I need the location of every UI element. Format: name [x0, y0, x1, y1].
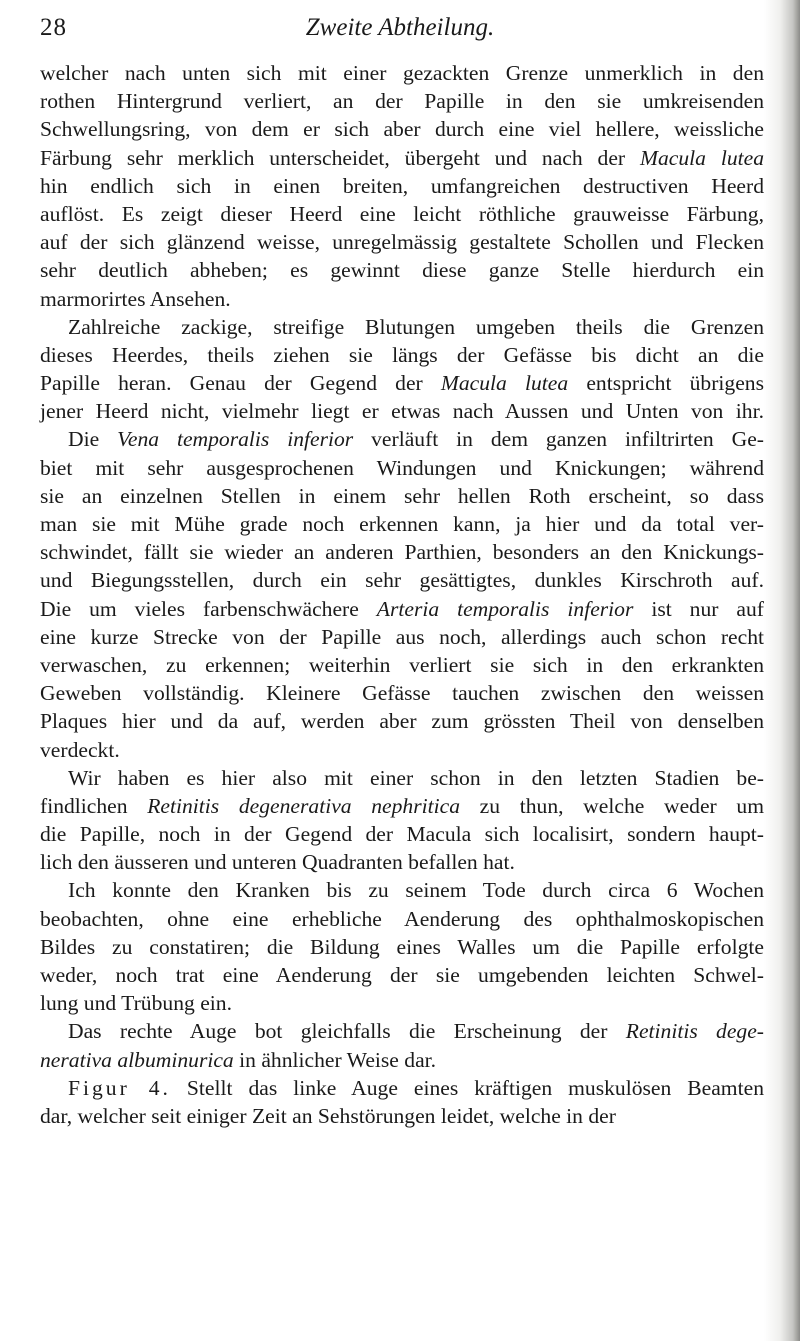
text-line	[40, 764, 764, 792]
text-line	[40, 313, 764, 341]
text-line	[40, 285, 764, 313]
text-run: verdeckt.	[40, 737, 120, 762]
text-line	[40, 115, 764, 143]
text-line	[40, 256, 764, 284]
text-run: in ähnlicher Weise dar.	[233, 1047, 437, 1072]
text-line	[40, 679, 764, 707]
text-run: rothen Hintergrund verliert, an der Papille in den sie umkreisenden	[40, 89, 764, 114]
text-run: biet mit sehr ausgesprochenen Windungen und Knickungen; während	[40, 455, 764, 480]
text-line	[40, 905, 764, 933]
text-line	[40, 848, 764, 876]
text-line	[40, 792, 764, 820]
text-run: dieses Heerdes, theils ziehen sie längs der Gefässe bis dicht an die	[40, 342, 764, 367]
running-head: Zweite Abtheilung.	[305, 14, 495, 41]
text-run: und Biegungsstellen, durch ein sehr gesättigtes, dunkles Kirschroth auf.	[40, 568, 764, 593]
text-run: eine kurze Strecke von der Papille aus noch, allerdings auch schon recht	[40, 624, 764, 649]
text-run: Bildes zu constatiren; die Bildung eines Walles um die Papille erfolgte	[40, 934, 764, 959]
text-line	[40, 1046, 764, 1074]
text-line	[40, 623, 764, 651]
figure-label: Figur 4.	[68, 1075, 171, 1100]
text-run: zu thun, welche weder um	[460, 793, 764, 818]
text-run: hin endlich sich in einen breiten, umfangreichen destructiven Heerd	[40, 173, 764, 198]
italic-term: Vena temporalis inferior	[117, 427, 354, 452]
text-line	[40, 595, 764, 623]
text-run: Zahlreiche zackige, streifige Blutungen umgeben theils die Grenzen	[68, 314, 764, 339]
italic-term: Retinitis dege-	[625, 1019, 764, 1044]
italic-term: nerativa albuminurica	[40, 1047, 234, 1072]
text-line	[40, 369, 764, 397]
text-line	[40, 510, 764, 538]
text-line	[40, 228, 764, 256]
text-run: Schwellungsring, von dem er sich aber durch eine viel hellere, weissliche	[40, 117, 764, 142]
text-run: welcher nach unten sich mit einer gezackten Grenze unmerklich in den	[40, 61, 764, 85]
text-line	[40, 1017, 764, 1045]
text-line	[40, 341, 764, 369]
text-line	[40, 454, 764, 482]
italic-term: Macula lutea	[440, 371, 569, 396]
text-run: die Papille, noch in der Gegend der Macula sich localisirt, sondern haupt-	[40, 822, 764, 847]
italic-term: Arteria temporalis inferior	[376, 596, 634, 621]
text-line	[40, 200, 764, 228]
text-line	[40, 961, 764, 989]
text-run: Wir haben es hier also mit einer schon in den letzten Stadien be-	[68, 765, 764, 790]
text-line	[40, 397, 764, 425]
text-run: auf der sich glänzend weisse, unregelmässig gestaltete Schollen und Flecken	[40, 230, 764, 255]
page-header	[40, 14, 760, 48]
text-run: entspricht übrigens	[568, 371, 764, 396]
text-run: weder, noch trat eine Aenderung der sie umgebenden leichten Schwel-	[40, 963, 764, 987]
italic-term: Retinitis degenerativa nephritica	[147, 793, 461, 818]
text-run: findlichen	[40, 793, 148, 818]
text-line	[40, 820, 764, 848]
text-line	[40, 566, 764, 594]
text-run: lung und Trübung ein.	[40, 991, 232, 1016]
text-line	[40, 482, 764, 510]
text-line	[40, 172, 764, 200]
text-run: Plaques hier und da auf, werden aber zum grössten Theil von denselben	[40, 709, 764, 734]
body-text	[40, 59, 764, 1130]
text-line	[40, 707, 764, 735]
text-run: Geweben vollständig. Kleinere Gefässe tauchen zwischen den weissen	[40, 681, 764, 706]
text-run: verwaschen, zu erkennen; weiterhin verliert sie sich in den erkrankten	[40, 652, 764, 677]
text-line	[40, 1102, 764, 1130]
text-run: Papille heran. Genau der Gegend der	[40, 371, 441, 396]
text-line	[40, 425, 764, 453]
text-run: sie an einzelnen Stellen in einem sehr hellen Roth erscheint, so dass	[40, 483, 764, 508]
page-number: 28	[40, 14, 67, 41]
page-edge-shadow	[764, 0, 800, 1341]
text-run: sehr deutlich abheben; es gewinnt diese ganze Stelle hierdurch ein	[40, 258, 764, 283]
text-line	[40, 651, 764, 679]
text-run: schwindet, fällt sie wieder an anderen Parthien, besonders an den Knickungs-	[40, 540, 764, 565]
text-run: dar, welcher seit einiger Zeit an Sehstörungen leidet, welche in der	[40, 1103, 616, 1128]
text-line	[40, 87, 764, 115]
text-line	[40, 144, 764, 172]
text-run: Färbung sehr merklich unterscheidet, übergeht und nach der	[40, 145, 640, 170]
text-line	[40, 1074, 764, 1102]
text-run: Ich konnte den Kranken bis zu seinem Tode durch circa 6 Wochen	[68, 878, 764, 903]
text-run: marmorirtes Ansehen.	[40, 286, 231, 311]
text-run: Das rechte Auge bot gleichfalls die Erscheinung der	[68, 1019, 626, 1044]
text-line	[40, 736, 764, 764]
italic-term: Macula lutea	[640, 145, 765, 170]
text-line	[40, 876, 764, 904]
text-run: Die	[68, 427, 118, 452]
text-run: lich den äusseren und unteren Quadranten befallen hat.	[40, 850, 515, 875]
text-line	[40, 59, 764, 87]
text-line	[40, 989, 764, 1017]
text-run: auflöst. Es zeigt dieser Heerd eine leicht röthliche grauweisse Färbung,	[40, 201, 764, 226]
text-run: verläuft in dem ganzen infiltrirten Ge-	[353, 427, 764, 452]
text-run: jener Heerd nicht, vielmehr liegt er etwas nach Aussen und Unten von ihr.	[40, 399, 764, 424]
text-line	[40, 538, 764, 566]
text-run: ist nur auf	[633, 596, 764, 621]
text-run: man sie mit Mühe grade noch erkennen kann, ja hier und da total ver-	[40, 512, 764, 536]
text-line	[40, 933, 764, 961]
text-run: beobachten, ohne eine erhebliche Aenderung des ophthalmoskopischen	[40, 906, 764, 931]
text-run: Die um vieles farbenschwächere	[40, 596, 377, 621]
text-run: Stellt das linke Auge eines kräftigen muskulösen Beamten	[170, 1075, 764, 1100]
